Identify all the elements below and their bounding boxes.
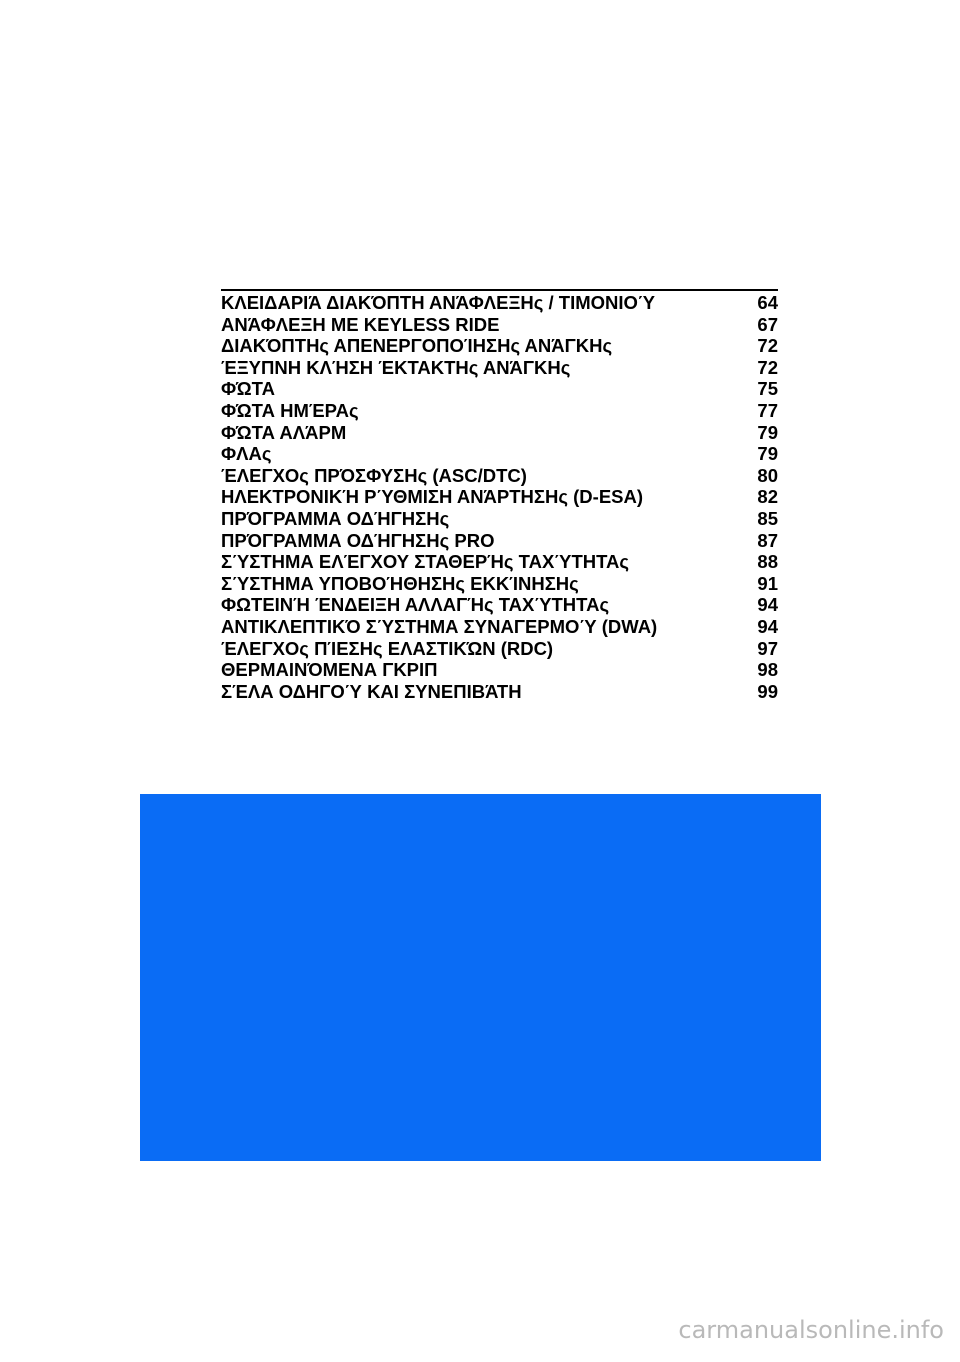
toc-entry[interactable]	[221, 422, 778, 444]
toc-entry-page: 82	[757, 486, 778, 508]
toc-entry-page: 64	[757, 292, 778, 313]
toc-entry[interactable]	[221, 594, 778, 616]
toc-entry-title: ΗΛΕΚΤΡΟΝΙΚΉ ΡΎΘΜΙΣΗ ΑΝΆΡΤΗΣΗς (D-ESA)	[221, 486, 644, 508]
toc-entry-title: ΑΝΤΙΚΛΕΠΤΙΚΌ ΣΎΣΤΗΜΑ ΣΥΝΑΓΕΡΜΟΎ (DWA)	[221, 615, 658, 637]
table-of-contents	[221, 289, 778, 702]
toc-entry-title: ΘΕΡΜΑΙΝΌΜΕΝΑ ΓΚΡΙΠ	[221, 659, 438, 681]
toc-entry-page: 72	[757, 335, 778, 357]
toc-entry-page: 98	[757, 659, 778, 681]
toc-entry[interactable]	[221, 314, 778, 336]
toc-entry-title: ΦΛΑς	[221, 443, 272, 465]
toc-entry-page: 88	[757, 551, 778, 573]
toc-entry-page: 75	[757, 378, 778, 400]
toc-entry-page: 72	[757, 356, 778, 378]
toc-entry-page: 94	[757, 615, 778, 637]
toc-entry[interactable]	[221, 508, 778, 530]
toc-entry-title: ΔΙΑΚΌΠΤΗς ΑΠΕΝΕΡΓΟΠΟΊΗΣΗς ΑΝΆΓΚΗς	[221, 335, 613, 357]
watermark: carmanualsonline.info	[678, 1316, 944, 1344]
blue-panel	[140, 794, 821, 1161]
toc-entry-title: ΈΞΥΠΝΗ ΚΛΉΣΗ ΈΚΤΑΚΤΗς ΑΝΆΓΚΗς	[221, 356, 571, 378]
toc-entry-title: ΣΈΛΑ ΟΔΗΓΟΎ ΚΑΙ ΣΥΝΕΠΙΒΆΤΗ	[221, 680, 522, 702]
toc-entry[interactable]	[221, 443, 778, 465]
toc-entry-title: ΦΏΤΑ ΑΛΆΡΜ	[221, 421, 347, 443]
toc-entry-title: ΚΛΕΙΔΑΡΙΆ ΔΙΑΚΌΠΤΗ ΑΝΆΦΛΕΞΗς / ΤΙΜΟΝΙΟΎ	[221, 292, 656, 313]
toc-entry-title: ΈΛΕΓΧΟς ΠΊΕΣΗς ΕΛΑΣΤΙΚΏΝ (RDC)	[221, 637, 554, 659]
toc-entry-title: ΠΡΌΓΡΑΜΜΑ ΟΔΉΓΗΣΗς	[221, 507, 450, 529]
toc-entry-page: 79	[757, 443, 778, 465]
toc-entry[interactable]	[221, 551, 778, 573]
toc-entry-page: 91	[757, 572, 778, 594]
toc-entry[interactable]	[221, 292, 778, 314]
toc-entry-page: 80	[757, 464, 778, 486]
toc-entry-page: 77	[757, 399, 778, 421]
toc-entry[interactable]	[221, 530, 778, 552]
toc-entry-page: 67	[757, 313, 778, 335]
toc-entry-title: ΦΏΤΑ ΗΜΈΡΑς	[221, 399, 359, 421]
toc-entry[interactable]	[221, 465, 778, 487]
toc-entry-title: ΈΛΕΓΧΟς ΠΡΌΣΦΥΣΗς (ASC/DTC)	[221, 464, 527, 486]
toc-entry-title: ΣΎΣΤΗΜΑ ΥΠΟΒΟΉΘΗΣΗς ΕΚΚΊΝΗΣΗς	[221, 572, 579, 594]
toc-entry[interactable]	[221, 681, 778, 703]
toc-entry-page: 99	[757, 680, 778, 702]
toc-entry-title: ΦΩΤΕΙΝΉ ΈΝΔΕΙΞΗ ΑΛΛΑΓΉς ΤΑΧΎΤΗΤΑς	[221, 594, 610, 616]
toc-entry[interactable]	[221, 486, 778, 508]
toc-entry-page: 97	[757, 637, 778, 659]
toc-entry[interactable]	[221, 357, 778, 379]
toc-entry-title: ΑΝΆΦΛΕΞΗ ΜΕ KEYLESS RIDE	[221, 313, 500, 335]
toc-entry[interactable]	[221, 400, 778, 422]
toc-entry[interactable]	[221, 573, 778, 595]
toc-entry[interactable]	[221, 638, 778, 660]
toc-entry-page: 85	[757, 507, 778, 529]
toc-entry-page: 94	[757, 594, 778, 616]
toc-entry-page: 79	[757, 421, 778, 443]
toc-entry-page: 87	[757, 529, 778, 551]
toc-entry-title: ΦΏΤΑ	[221, 378, 275, 400]
toc-entry[interactable]	[221, 335, 778, 357]
toc-entry[interactable]	[221, 659, 778, 681]
toc-entry-title: ΠΡΌΓΡΑΜΜΑ ΟΔΉΓΗΣΗς PRO	[221, 529, 495, 551]
toc-entry-title: ΣΎΣΤΗΜΑ ΕΛΈΓΧΟΥ ΣΤΑΘΕΡΉς ΤΑΧΎΤΗΤΑς	[221, 551, 630, 573]
toc-entry[interactable]	[221, 616, 778, 638]
toc-entry[interactable]	[221, 378, 778, 400]
